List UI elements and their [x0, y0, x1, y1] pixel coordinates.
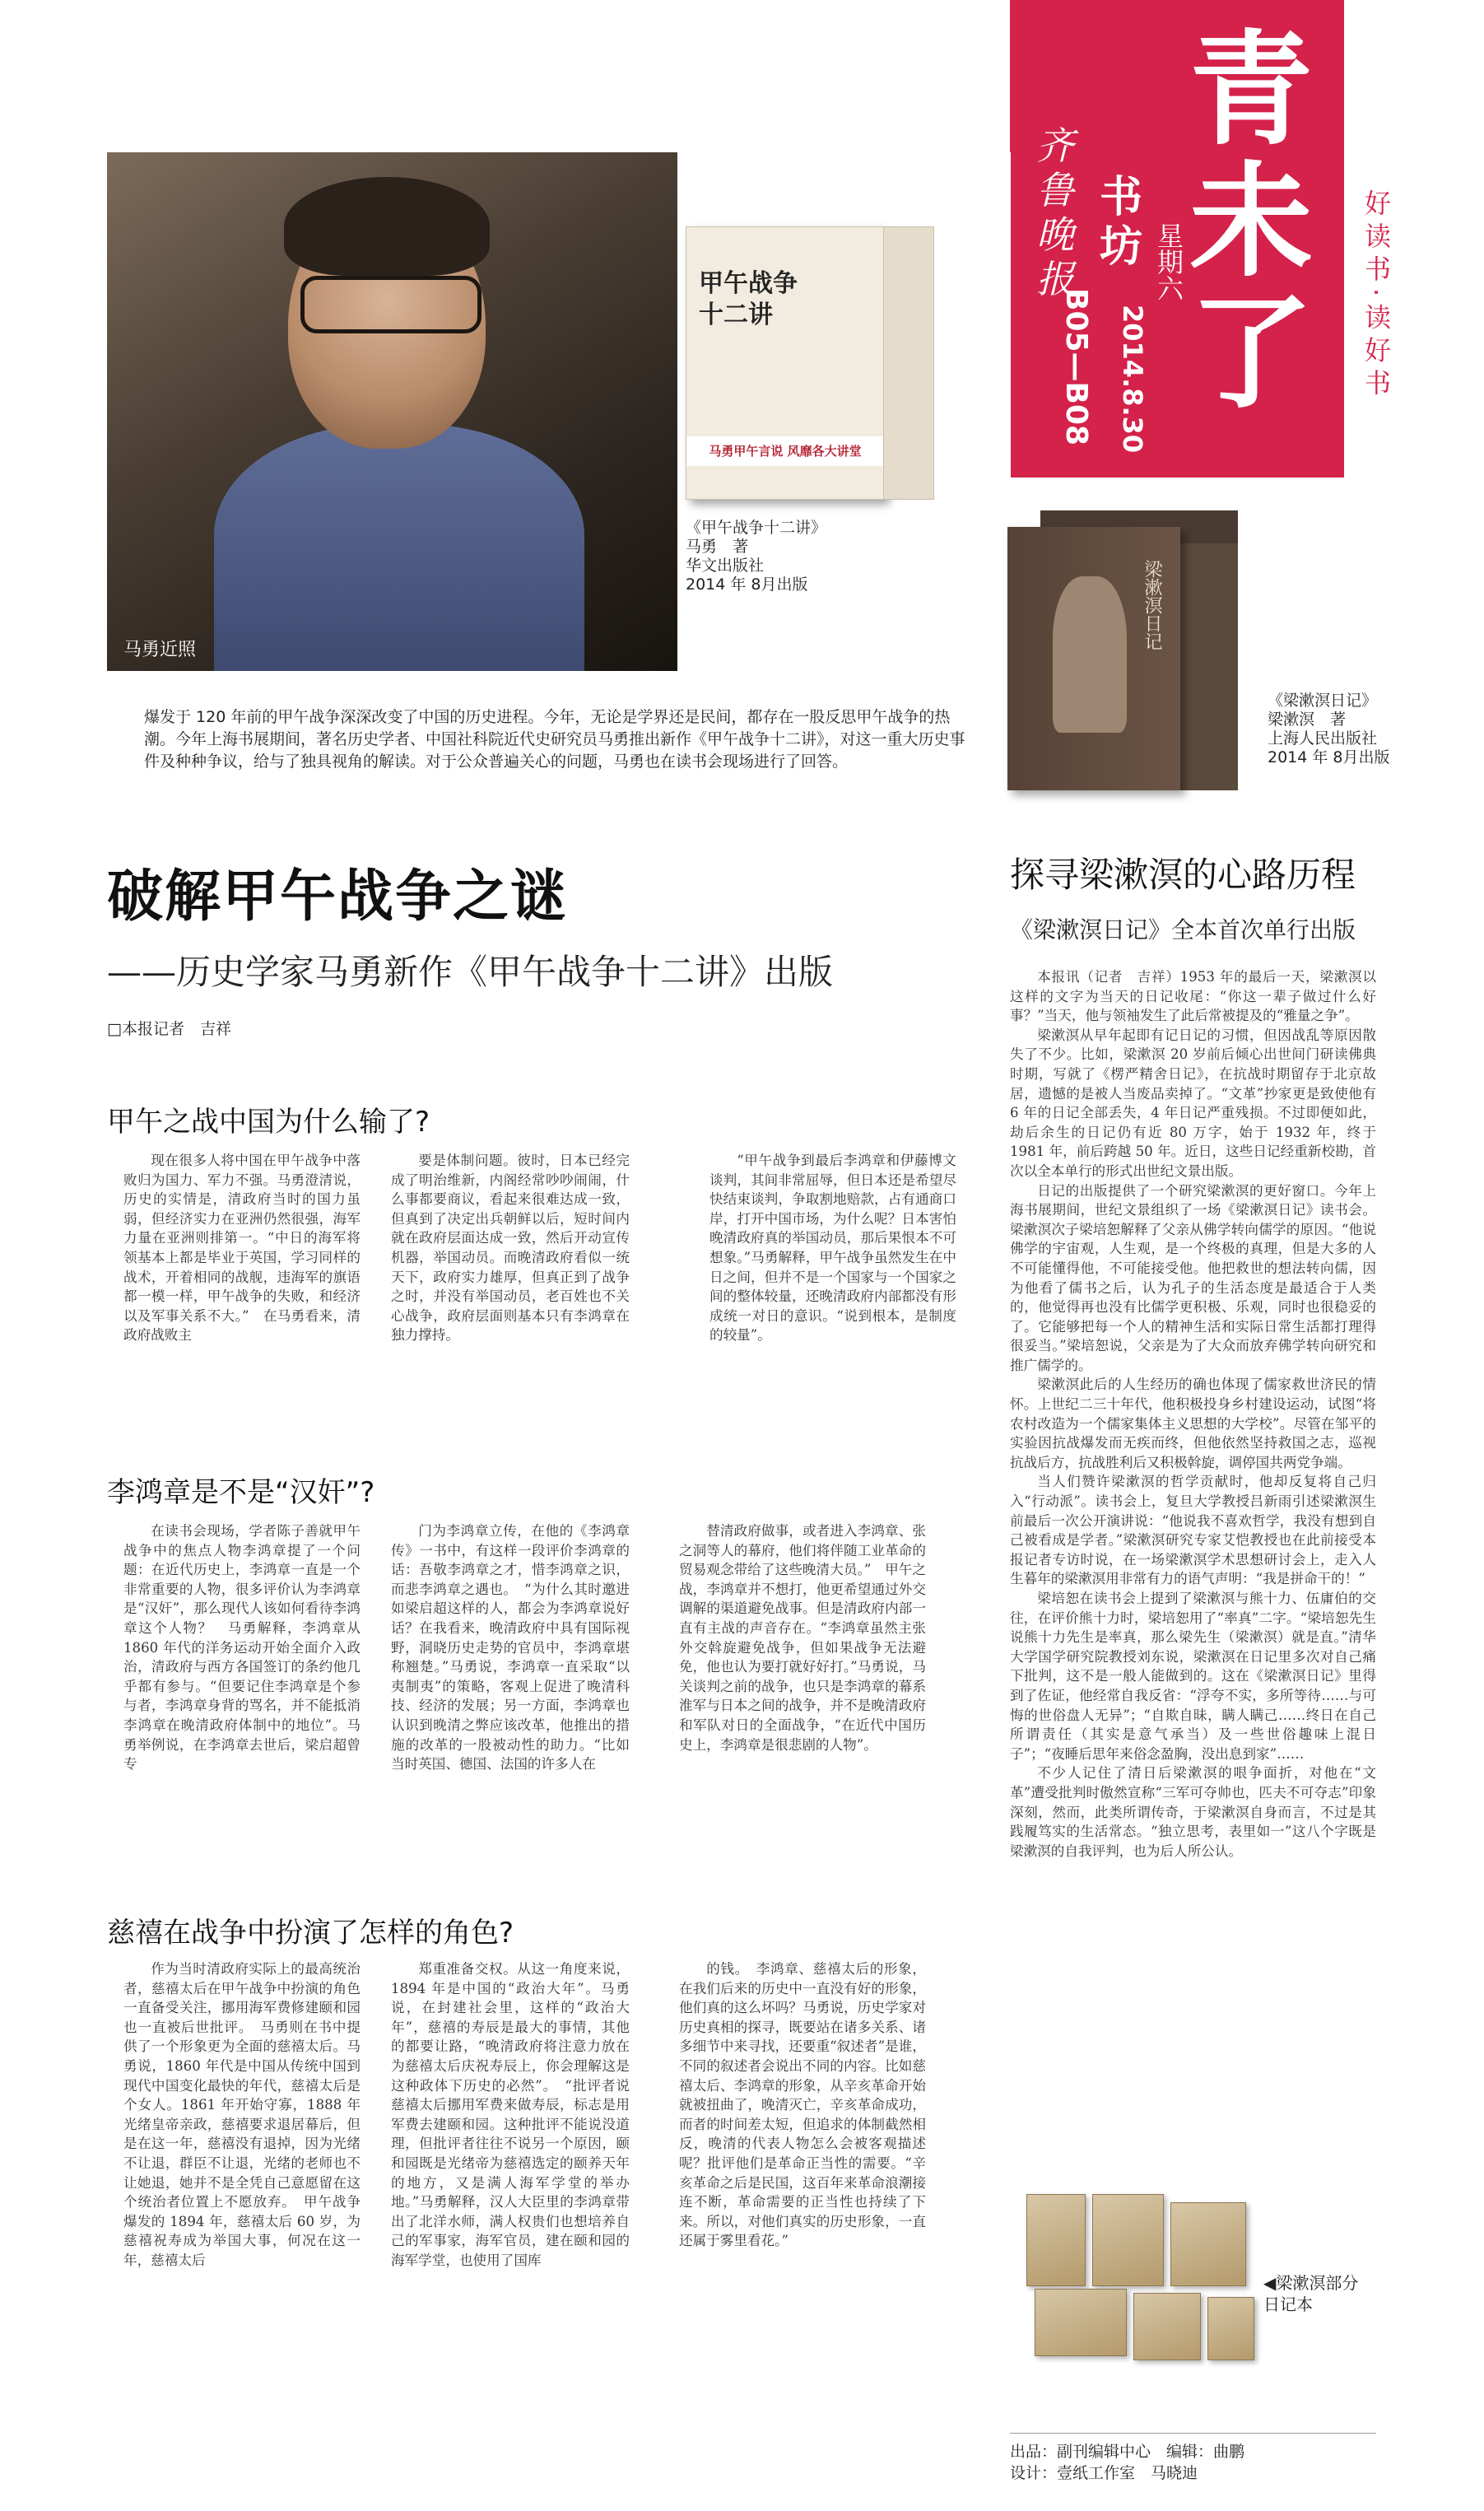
article-column: 现在很多人将中国在甲午战争中落败归为国力、军力不强。马勇澄清说，历史的实情是，清政府当时的国力虽弱，但经济实力在亚洲仍然很强，海军力量在亚洲则排第一。“中日的海军将领基本上都是毕业于英国，学习同样的战术，开着相同的战舰，违海军的旗语都一模一样，甲午战争的失败，和经济以及军事关系不大。” 在马勇看来，清政府战败主: [123, 1153, 361, 1344]
book-cover-title: 梁漱溟日记: [1142, 560, 1162, 650]
book-info-date: 2014 年 8月出版: [1268, 748, 1390, 766]
diary-notebook: [1035, 2289, 1127, 2356]
article-column: 郑重准备交权。从这一角度来说，1894 年是中国的“政治大年”。马勇说，在封建社会里，这样的“政治大年”，慈禧的寿辰是最大的事情，其他的都要让路，“晚清政府将注意力放在为慈禧太后庆祝寿辰上，你会理解这是这种政体下历史的必然”。 “批评者说慈禧太后挪用军费来做寿辰，标志是用军费去建颐和园。这种批评不能说没道理，但批评者往往不说另一个原因，颐和园既是光绪帝为慈禧选定的颐养天年的地方，又是满人海军学堂的举办地。”马勇解释，汉人大臣里的李鸿章带出了北洋水师，满人权贵们也想培养自己的军事家，海军官员，建在颐和园的海军学堂，也使用了国库: [391, 1961, 630, 2268]
main-subheadline: ——历史学家马勇新作《甲午战争十二讲》出版: [107, 952, 834, 992]
author-photo: [107, 152, 677, 671]
page-credits: [1010, 2441, 1244, 2484]
side-subheadline: 《梁漱溟日记》全本首次单行出版: [1010, 916, 1356, 943]
book-cover-figure: [1053, 576, 1127, 733]
book-info-date: 2014 年 8月出版: [686, 575, 808, 594]
credits-line: 设计：壹纸工作室 马晓迪: [1010, 2464, 1198, 2482]
book-second-volume: [1180, 543, 1238, 790]
article-column: “甲午战争到最后李鸿章和伊藤博文谈判，其间非常屈辱，但日本还是希望尽快结束谈判，争取割地赔款，占有通商口岸，打开中国市场，为什么呢？日本害怕晚清政府真的举国动员，那后果恨本不可想象。”马勇解释，甲午战争虽然发生在中日之间，但并不是一个国家与一个国家之间的整体较量，还晚清政府内部都没有形成统一对日的意识。“说到根本，是制度的较量”。: [709, 1153, 956, 1344]
book-info-publisher: 华文出版社: [686, 557, 765, 575]
side-paragraph: 不少人记住了清日后梁漱溟的哏争面折，对他在“文革”遭受批判时傲然宣称“三军可夺帅也，匹夫不可夺志”印象深刻，然而，此类所谓传奇，于梁漱溟自身而言，不过是其践履笃实的生活常态。“独立思考，表里如一”这八个字既是梁漱溟的自我评判，也为后人所公认。: [1010, 1765, 1376, 1859]
article-column: 门为李鸿章立传，在他的《李鸿章传》一书中，有这样一段评价李鸿章的话：吾敬李鸿章之才，惜李鸿章之识，而悲李鸿章之遇也。 “为什么其时邀进如梁启超这样的人，都会为李鸿章说好话？在我看来，晚清政府中具有国际视野，洞晓历史走势的官员中，李鸿章堪称翘楚。”马勇说，李鸿章一直采取“以夷制夷”的策略，客观上促进了晚清科技、经济的发展；另一方面，李鸿章也认识到晚清之弊应该改革，他推出的措施的改革的一股被动性的助力。“比如当时英国、德国、法国的许多人在: [391, 1523, 630, 1773]
book-cover-band: 马勇甲午言说 风靡各大讲堂: [686, 436, 884, 466]
book-spine: [883, 226, 934, 500]
diary-caption: [1263, 2272, 1358, 2315]
main-headline: 破解甲午战争之谜: [107, 864, 569, 929]
masthead-title: 青未了: [1189, 19, 1313, 426]
section-heading: 慈禧在战争中扮演了怎样的角色?: [107, 1917, 514, 1950]
side-headline: 探寻梁漱溟的心路历程: [1010, 855, 1356, 895]
article-column: 的钱。 李鸿章、慈禧太后的形象，在我们后来的历史中一直没有好的形象，他们真的这么坏吗？马勇说，历史学家对历史真相的探寻，既要站在诸多关系、诸多细节中来寻找，还要重“叙述者”是谁，不同的叙述者会说出不同的内容。比如慈禧太后、李鸿章的形象，从辛亥革命开始就被扭曲了，晚清灭亡，辛亥革命成功，而者的时间差太短，但追求的体制截然相反，晚清的代表人物怎么会被客观描述呢？批评他们是革命正当性的需要。“辛亥革命之后是民国，这百年来革命浪潮接连不断，革命需要的正当性也持续了下来。所以，对他们真实的历史形象，一直还属于雾里看花。”: [679, 1961, 926, 2249]
book-info: [686, 519, 826, 594]
diary-notebook: [1170, 2202, 1246, 2286]
article-column: 替清政府做事，或者进入李鸿章、张之洞等人的幕府，他们将伴随工业革命的贸易观念带给了这些晚清大员。” 甲午之战，李鸿章并不想打，他更希望通过外交调解的渠道避免战事。但是清政府内部一直有主战的声音存在。“李鸿章虽然主张外交斡旋避免战争，但如果战争无法避免，他也认为要打就好好打。”马勇说，马关谈判之前的战争，也只是李鸿章的幕系淮军与日本之间的战争，并不是晚清政府和军队对日的全面战争，“在近代中国历史上，李鸿章是很悲剧的人物”。: [679, 1523, 926, 1753]
article-column: 在读书会现场，学者陈子善就甲午战争中的焦点人物李鸿章提了一个问题：在近代历史上，李鸿章一直是一个非常重要的人物，很多评价认为李鸿章是“汉奸”，那么现代人该如何看待李鸿章这个人物？ 马勇解释，李鸿章从 1860 年代的洋务运动开始全面介入政治，清政府与西方各国签订的条约他几乎都有参与。“但要记住李鸿章是个参与者，李鸿章身背的骂名，并不能抵消李鸿章在晚清政府体制中的地位”。马勇举例说，在李鸿章去世后，梁启超曾专: [123, 1523, 361, 1773]
masthead-day: 星期六: [1153, 222, 1184, 301]
book-info-author: 马勇 著: [686, 538, 749, 556]
section-heading: 甲午之战中国为什么输了?: [107, 1106, 430, 1139]
diary-photo: [1010, 2182, 1257, 2363]
section-name: 书坊: [1099, 173, 1142, 272]
book-jiawu-panel: [677, 152, 1011, 671]
diary-caption-line: ◀梁漱溟部分: [1263, 2273, 1359, 2293]
side-paragraph: 日记的出版提供了一个研究梁漱溟的更好窗口。今年上海书展期间，世纪文景组织了一场《梁漱溟日记》读书会。梁漱溟次子梁培恕解释了父亲从佛学转向儒学的原因。“他说佛学的宇宙观，人生观，是一个终极的真理，但是大多的人不可能懂得他，不可能接受他。他把救世的想法转向儒，因为他看了儒书之后，认为孔子的生活态度是最适合于人类的，他觉得再也没有比儒学更积极、乐观，同时也很稳妥的了。它能够把每一个人的精神生活和实际日常生活都打理得很妥当。”梁培恕说，父亲是为了大众而放弃佛学转向研究和推广儒学的。: [1010, 1182, 1376, 1373]
book-front-cover: [1007, 527, 1180, 790]
book-info-author: 梁漱溟 著: [1268, 710, 1347, 729]
book-info-title: 《甲午战争十二讲》: [686, 519, 827, 537]
newspaper-logo: 齐鲁晚报: [1036, 123, 1074, 301]
masthead-slogan: 好读书·读好书: [1361, 189, 1392, 403]
book-liang-info: [1268, 692, 1390, 767]
side-article-body: [1010, 967, 1376, 1861]
book-cover: [686, 226, 885, 500]
side-paragraph: 当人们赞许梁漱溟的哲学贡献时，他却反复将自己归入“行动派”。读书会上，复旦大学教授吕新雨引述梁漱溟生前最后一次公开演讲说：“他说我不喜欢哲学，我没有想到自己被看成是学者。”梁漱溟研究专家艾恺教授也在此前接受本报记者专访时说，在一场梁漱溟学术思想研讨会上，走入人生暮年的梁漱溟用非常有力的语气声明：“我是拼命干的！”: [1010, 1474, 1376, 1587]
section-heading: 李鸿章是不是“汉奸”?: [107, 1476, 375, 1509]
masthead-date: 2014.8.30: [1117, 305, 1148, 454]
author-shirt: [214, 424, 584, 671]
article-column: 要是体制问题。彼时，日本已经完成了明治维新，内阁经常吵吵闹闹，什么事都要商议，看起来很难达成一致，但真到了决定出兵朝鲜以后，短时间内就在政府层面达成一致，然后开动宣传机器，举国动员。而晚清政府看似一统天下，政府实力雄厚，但真正到了战争之时，并没有举国动员，老百姓也不关心战争，政府层面则基本只有李鸿章在独力撑持。: [391, 1153, 630, 1344]
diary-notebook: [1133, 2293, 1201, 2360]
masthead-pages: B05—B08: [1059, 288, 1093, 446]
side-paragraph: 梁漱溟从早年起即有记日记的习惯，但因战乱等原因散失了不少。比如，梁漱溟 20 岁前后倾心出世间门研读佛典时期，写就了《楞严精舍日记》，在抗战时期留存于北京故居，遗憾的是被人当废品卖掉了。“文革”抄家更是致使他有 6 年的日记全部丢失，4 年日记严重残损。不过即便如此，劫后余生的日记仍有近 80 万字，始于 1932 年，终于 1981 年，前后跨越 50 年。近日，这些日记经重新校勘，首次以全本单行的形式出世纪文景出版。: [1010, 1027, 1376, 1179]
author-glasses: [300, 276, 481, 333]
byline: □本报记者 吉祥: [107, 1020, 231, 1038]
book-cover-title: 甲午战争十二讲: [699, 269, 798, 329]
diary-notebook: [1207, 2297, 1254, 2360]
side-paragraph: 本报讯（记者 吉祥）1953 年的最后一天，梁漱溟以这样的文字为当天的日记收尾：“你这一辈子做过什么好事？”当天，他与领袖发生了此后常被提及的“雅量之争”。: [1010, 969, 1376, 1024]
photo-caption: 马勇近照: [123, 640, 197, 660]
diary-caption-line: 日记本: [1263, 2294, 1313, 2314]
masthead: [1010, 0, 1344, 478]
author-hair: [284, 177, 490, 276]
diary-notebook: [1092, 2194, 1164, 2286]
book-info-title: 《梁漱溟日记》: [1268, 692, 1378, 710]
book-info-publisher: 上海人民出版社: [1268, 729, 1378, 748]
book-liang-photo: [1007, 510, 1254, 790]
article-column: 作为当时清政府实际上的最高统治者，慈禧太后在甲午战争中扮演的角色一直备受关注，挪用海军费修建颐和园也一直被后世批评。 马勇则在书中提供了一个形象更为全面的慈禧太后。马勇说，1860 年代是中国从传统中国到现代中国变化最快的年代，慈禧太后是个女人。1861 年开始守寡，1888 年光绪皇帝亲政，慈禧要求退居幕后，但是在这一年，慈禧没有退掉，因为光绪不让退，群臣不让退，光绪的老师也不让她退，她并不是全凭自己意愿留在这个统治者位置上不愿放弃。 甲午战争爆发的 1894 年，慈禧太后 60 岁，为慈禧祝寿成为举国大事，何况在这一年，慈禧太后: [123, 1961, 361, 2268]
lede-paragraph: 爆发于 120 年前的甲午战争深深改变了中国的历史进程。今年，无论是学界还是民间，都存在一股反思甲午战争的热潮。今年上海书展期间，著名历史学者、中国社科院近代史研究员马勇推出新作《甲午战争十二讲》，对这一重大历史事件及种种争议，给与了独具视角的解读。对于公众普遍关心的问题，马勇也在读书会现场进行了回答。: [144, 708, 965, 771]
credits-line: 出品：副刊编辑中心 编辑：曲鹏: [1010, 2443, 1245, 2461]
side-paragraph: 梁漱溟此后的人生经历的确也体现了儒家救世济民的情怀。上世纪二三十年代，他积极投身乡村建设运动，试图“将农村改造为一个儒家集体主义思想的大学校”。尽管在邹平的实验因抗战爆发而无疾而终，但他依然坚持救国之志，巡视抗战后方，抗战胜利后又积极斡旋，调停国共两党争端。: [1010, 1377, 1376, 1470]
diary-notebook: [1026, 2194, 1086, 2286]
side-paragraph: 梁培恕在读书会上提到了梁漱溟与熊十力、伍庸伯的交往，在评价熊十力时，梁培恕用了“率真”二字。“梁培恕先生说熊十力先生是率真，那么梁先生（梁漱溟）就是直。”清华大学国学研究院教授刘东说，梁漱溟在日记里多次对自己痛下批判，这不是一般人能做到的。这在《梁漱溟日记》里得到了佐证，他经常自我反省：“浮夸不实，多所等待……与可悔的世俗盘人无异”；“自欺自昧，瞒人瞒己……终日在自己所谓责任（其实是意气承当）及一些世俗趣味上混日子”；“夜睡后思年来俗念盈胸，没出息到家”……: [1010, 1591, 1376, 1762]
credits-divider: [1010, 2433, 1376, 2434]
